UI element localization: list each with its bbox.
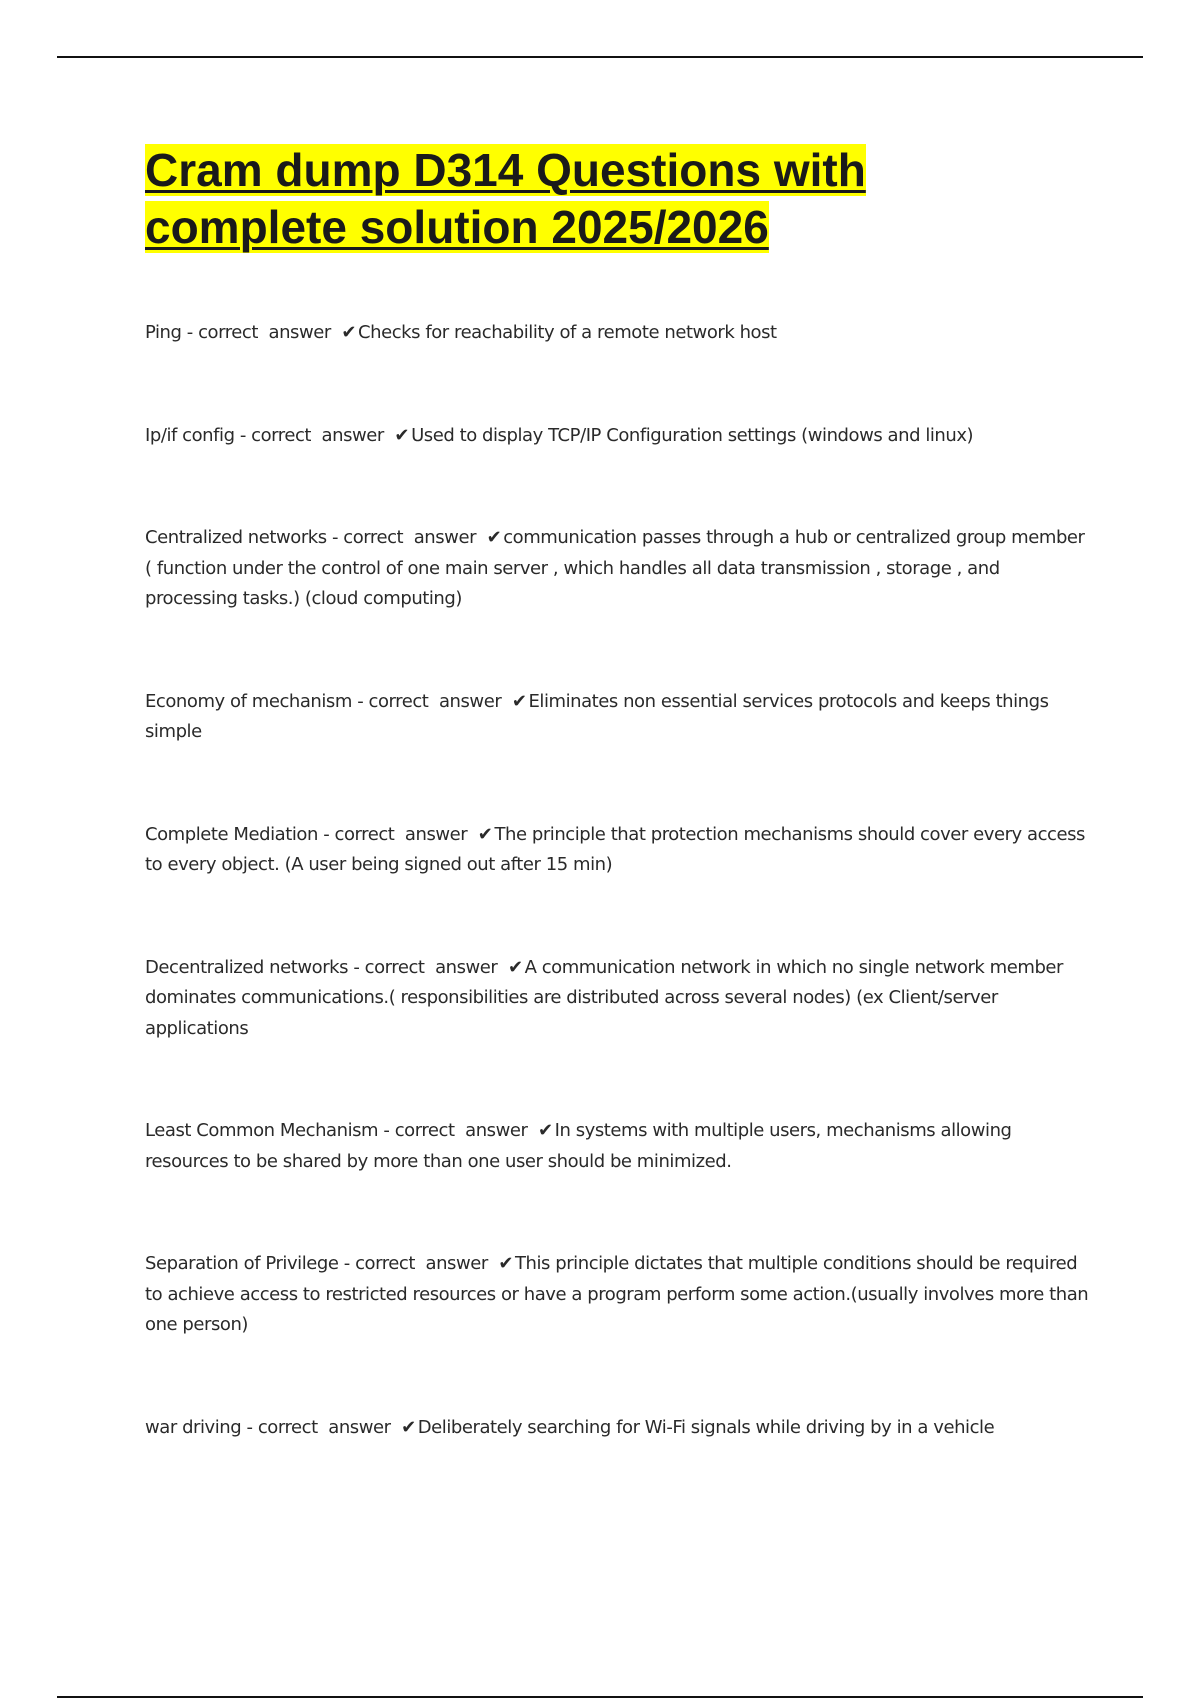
- entry-term: Least Common Mechanism: [145, 1120, 379, 1141]
- entry-answer: Deliberately searching for Wi-Fi signals while driving by in a vehicle: [417, 1416, 995, 1438]
- document-title: [145, 142, 1095, 256]
- entry-separator: - correct answer: [317, 823, 478, 845]
- entry-term: Economy of mechanism: [145, 690, 352, 712]
- check-mark-icon: ✔: [507, 956, 523, 978]
- check-mark-icon: ✔: [401, 1416, 416, 1438]
- entry-list: [145, 318, 1095, 1443]
- entry-answer: communication passes through a hub or centralized group member ( function under the control of one main server , which handles all data transmission , storage , and processing tasks.) (cloud computing): [145, 527, 1085, 609]
- entry-answer: Used to display TCP/IP Configuration settings (windows and linux): [411, 424, 974, 446]
- list-item: [145, 523, 1095, 615]
- check-mark-icon: ✔: [394, 424, 410, 446]
- entry-separator: - correct answer: [378, 1120, 539, 1141]
- entry-separator: - correct answer: [338, 1253, 499, 1274]
- entry-separator: - correct answer: [351, 690, 512, 712]
- entry-term: Complete Mediation: [145, 823, 318, 845]
- entry-term: Ping: [145, 322, 182, 343]
- entry-term: Decentralized networks: [145, 956, 349, 978]
- entry-separator: - correct answer: [326, 527, 487, 548]
- list-item: [145, 953, 1095, 1045]
- entry-separator: - correct answer: [241, 1416, 402, 1438]
- entry-term: Centralized networks: [145, 527, 327, 548]
- check-mark-icon: ✔: [341, 322, 357, 343]
- entry-separator: - correct answer: [181, 322, 342, 343]
- list-item: [145, 687, 1095, 748]
- list-item: [145, 421, 1095, 452]
- list-item: [145, 318, 1095, 349]
- document-body: [145, 142, 1095, 1515]
- title-line-1: Cram dump D314 Questions with: [145, 144, 866, 196]
- entry-answer: Checks for reachability of a remote network host: [358, 322, 777, 343]
- entry-term: Separation of Privilege: [145, 1253, 339, 1274]
- footer-rule: [57, 1696, 1143, 1698]
- check-mark-icon: ✔: [477, 823, 493, 845]
- check-mark-icon: ✔: [498, 1253, 513, 1274]
- list-item: [145, 820, 1095, 881]
- check-mark-icon: ✔: [511, 690, 527, 712]
- check-mark-icon: ✔: [538, 1120, 553, 1141]
- list-item: [145, 1413, 1095, 1444]
- entry-answer: This principle dictates that multiple conditions should be required to achieve access to restricted resources or have a program perform some action.(usually involves more than one person): [145, 1253, 1089, 1335]
- entry-term: Ip/if config: [145, 424, 235, 446]
- title-line-2: complete solution 2025/2026: [145, 201, 769, 253]
- list-item: [145, 1249, 1095, 1341]
- entry-separator: - correct answer: [234, 424, 395, 446]
- header-rule: [57, 56, 1143, 58]
- entry-answer: A communication network in which no single network member dominates communications.( responsibilities are distributed across several nodes) (ex Client/server applications: [145, 956, 1064, 1039]
- entry-separator: - correct answer: [348, 956, 508, 978]
- list-item: [145, 1116, 1095, 1177]
- entry-term: war driving: [145, 1416, 242, 1438]
- check-mark-icon: ✔: [486, 527, 502, 548]
- entry-answer: The principle that protection mechanisms should cover every access to every object. (A user being signed out after 15 min): [145, 823, 1085, 875]
- entry-answer: Eliminates non essential services protocols and keeps things simple: [145, 690, 1049, 742]
- entry-answer: In systems with multiple users, mechanisms allowing resources to be shared by more than one user should be minimized.: [145, 1120, 1012, 1172]
